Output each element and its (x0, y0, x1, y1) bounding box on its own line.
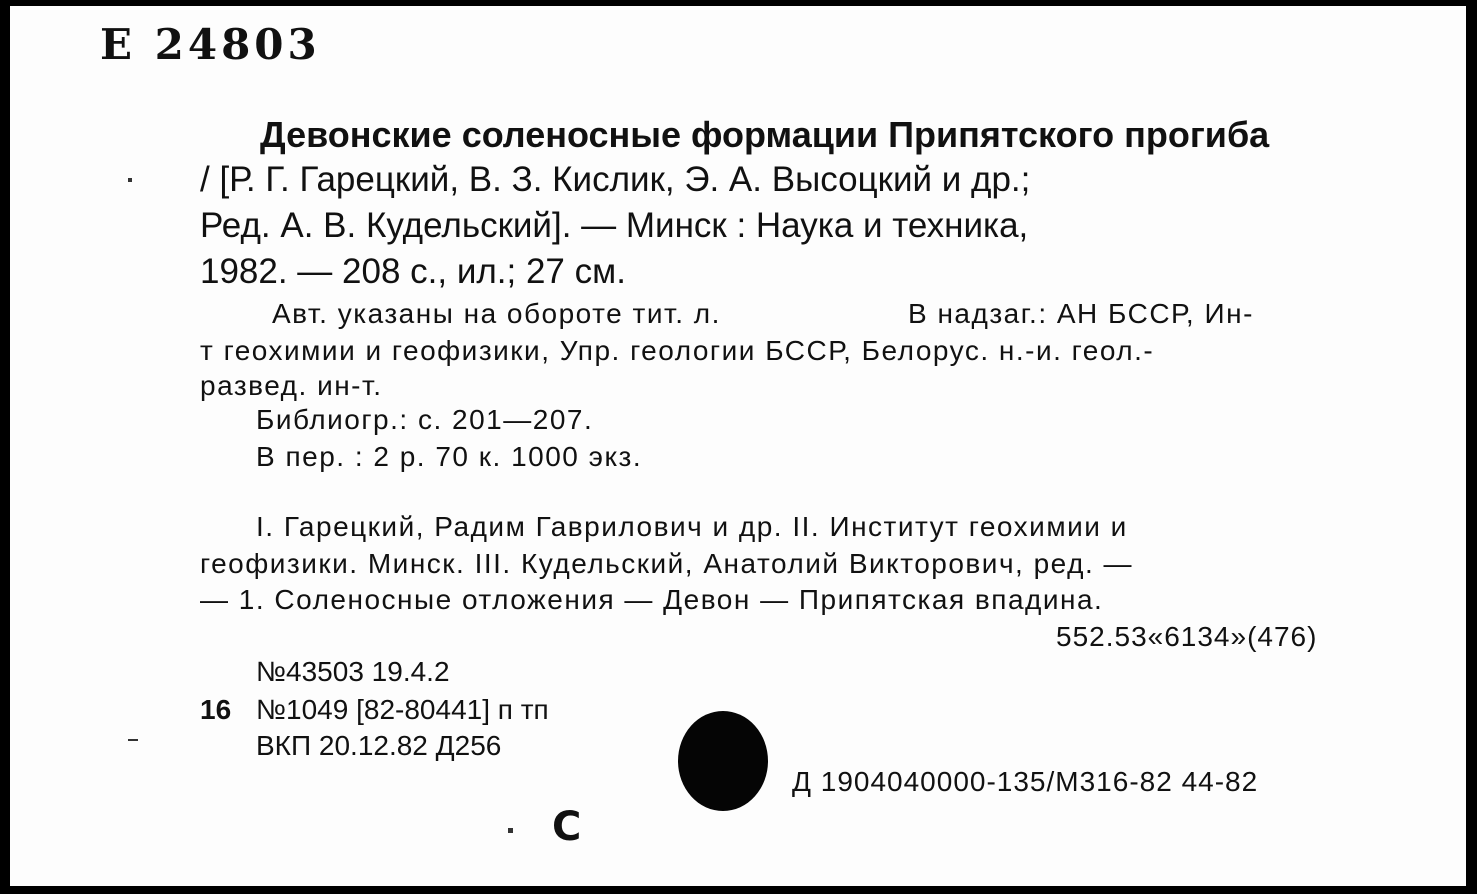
accession-line-2: №1049 [82-80441] п тп (256, 694, 549, 725)
print-speck (508, 828, 513, 833)
tracing-line-1: I. Гарецкий, Радим Гаврилович и др. II. Институт геохимии и (256, 511, 1128, 542)
accession-line-1: №43503 19.4.2 (256, 656, 450, 687)
udc-code: 552.53«6134»(476) (1056, 621, 1318, 652)
note-header: В надзаг.: АН БССР, Ин- (908, 298, 1254, 329)
punch-hole (678, 711, 768, 811)
publisher-code: Д 1904040000-135/М316-82 44-82 (792, 766, 1259, 797)
note-institutions: т геохимии и геофизики, Упр. геологии БССР, Белорус. н.-и. геол.- (200, 335, 1155, 366)
note-institutions-cont: развед. ин-т. (200, 370, 383, 401)
note-price-copies: В пер. : 2 р. 70 к. 1000 экз. (256, 441, 643, 472)
print-speck (128, 739, 138, 741)
tracing-line-2: геофизики. Минск. III. Кудельский, Анатолий Викторович, ред. — (200, 548, 1134, 579)
section-letter: С (552, 804, 582, 850)
note-bibliography: Библиогр.: с. 201—207. (256, 404, 594, 435)
authors-line: / [Р. Г. Гарецкий, В. З. Кислик, Э. А. Высоцкий и др.; (200, 160, 1031, 199)
year-pages-line: 1982. — 208 с., ил.; 27 см. (200, 252, 626, 291)
print-speck (128, 178, 132, 182)
book-title: Девонские соленосные формации Припятского прогиба (260, 114, 1270, 155)
note-authors: Авт. указаны на обороте тит. л. (272, 298, 721, 329)
editor-publisher-line: Ред. А. В. Кудельский]. — Минск : Наука и техника, (200, 206, 1029, 245)
tracing-line-3: — 1. Соленосные отложения — Девон — Припятская впадина. (200, 584, 1104, 615)
accession-prefix: 16 (200, 694, 232, 725)
catalog-card (10, 6, 1466, 886)
accession-line-3: ВКП 20.12.82 Д256 (256, 730, 502, 761)
card-call-number: Е 24803 (100, 20, 321, 69)
